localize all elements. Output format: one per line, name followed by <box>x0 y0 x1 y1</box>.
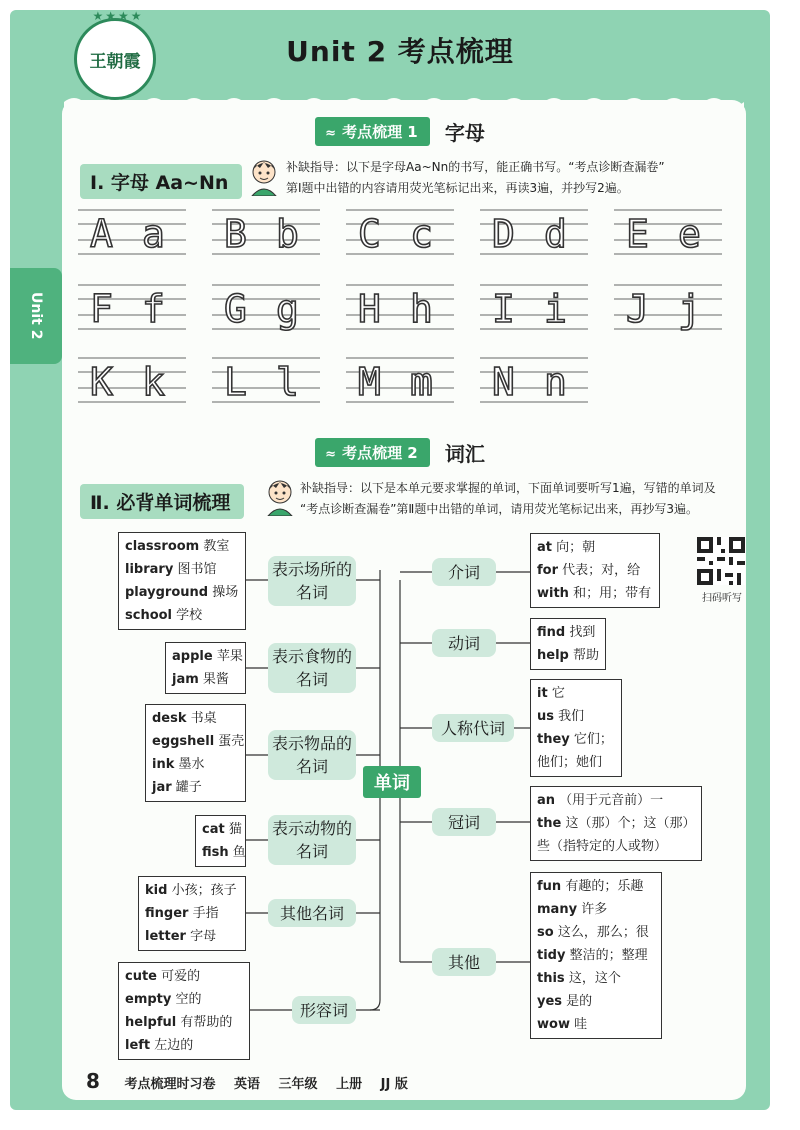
english-word: fish <box>202 845 229 860</box>
uppercase-letter: B <box>224 212 247 256</box>
lowercase-letter: n <box>544 360 567 404</box>
uppercase-letter: I <box>492 287 515 331</box>
right-word-box <box>530 679 622 777</box>
mindmap-center-node: 单词 <box>363 766 421 798</box>
english-word: yes <box>537 994 563 1009</box>
lowercase-letter: g <box>276 287 299 331</box>
chinese-meaning: 空的 <box>175 992 202 1007</box>
book-name: 考点梳理时习卷 <box>124 1077 216 1092</box>
chinese-meaning: 墨水 <box>178 757 205 772</box>
uppercase-letter: E <box>626 212 649 256</box>
chinese-meaning: 教室 <box>203 539 230 554</box>
uppercase-letter: A <box>90 212 113 256</box>
vocab-entry <box>537 644 599 667</box>
part-2-label: Ⅱ. 必背单词梳理 <box>80 484 244 519</box>
english-word: they <box>537 732 570 747</box>
right-word-box <box>530 872 662 1039</box>
english-word: finger <box>145 906 189 921</box>
left-word-box <box>118 962 250 1060</box>
left-category-node: 表示物品的名词 <box>268 730 356 780</box>
english-word: jar <box>152 780 172 795</box>
guide-line: “考点诊断查漏卷”第Ⅱ题中出错的单词，请用荧光笔标记出来，再抄写3遍。 <box>300 502 698 516</box>
chinese-meaning: 向；朝 <box>556 540 596 555</box>
english-word: playground <box>125 585 209 600</box>
english-word: the <box>537 816 562 831</box>
chinese-meaning: 小孩；孩子 <box>171 883 237 898</box>
left-category-node: 其他名词 <box>268 899 356 927</box>
english-word: letter <box>145 929 186 944</box>
left-word-box <box>195 815 246 867</box>
english-word: eggshell <box>152 734 215 749</box>
chinese-meaning: 代表；对，给 <box>562 563 641 578</box>
chinese-meaning: 图书馆 <box>177 562 217 577</box>
english-word: wow <box>537 1017 570 1032</box>
english-word: so <box>537 925 554 940</box>
vocab-entry <box>125 581 239 604</box>
vocab-entry <box>172 645 243 668</box>
right-category-node: 其他 <box>432 948 496 976</box>
english-word: it <box>537 686 548 701</box>
left-category-node: 表示动物的名词 <box>268 815 356 865</box>
vocab-entry <box>152 776 239 799</box>
left-category-node: 表示食物的名词 <box>268 643 356 693</box>
qr-code-icon[interactable] <box>697 537 745 585</box>
english-word: left <box>125 1038 151 1053</box>
vocab-entry <box>537 682 615 705</box>
right-word-box <box>530 786 702 861</box>
left-category-node: 形容词 <box>292 996 356 1024</box>
star-icon: ★★★★ <box>92 9 144 23</box>
vocab-entry <box>537 990 655 1013</box>
left-category-node: 表示场所的名词 <box>268 556 356 606</box>
vocab-entry <box>172 668 239 691</box>
part-1-label: Ⅰ. 字母 Aa~Nn <box>80 164 242 199</box>
edition: JJ 版 <box>380 1077 408 1092</box>
english-word: help <box>537 648 569 663</box>
chinese-meaning: 哇 <box>574 1017 588 1032</box>
vocab-entry <box>537 1013 655 1036</box>
english-word: cat <box>202 822 225 837</box>
term: 上册 <box>336 1077 363 1092</box>
vocab-entry <box>537 705 615 728</box>
chinese-meaning: 猫 <box>228 822 242 837</box>
page-title: Unit 2 考点梳理 <box>286 35 514 68</box>
english-word: with <box>537 586 569 601</box>
english-word: helpful <box>125 1015 177 1030</box>
vocab-entry <box>152 753 239 776</box>
chinese-meaning: 这么，那么；很 <box>557 925 649 940</box>
vocab-entry <box>537 944 655 967</box>
english-word: fun <box>537 879 562 894</box>
wave-icon: ≈ <box>325 447 337 462</box>
right-category-node: 冠词 <box>432 808 496 836</box>
english-word: tidy <box>537 948 566 963</box>
left-word-box <box>145 704 246 802</box>
chinese-meaning: 可爱的 <box>161 969 201 984</box>
uppercase-letter: M <box>358 360 381 404</box>
vocab-entry <box>145 925 239 948</box>
vocab-entry <box>537 559 653 582</box>
right-category-node: 人称代词 <box>432 714 514 742</box>
vocab-entry <box>202 818 242 841</box>
lowercase-letter: a <box>142 212 165 256</box>
vocab-entry <box>537 582 653 605</box>
english-word: kid <box>145 883 168 898</box>
logo-text: 王朝霞 <box>89 51 141 72</box>
vocab-entry <box>125 535 239 558</box>
vocab-entry <box>125 1011 243 1034</box>
english-word: an <box>537 793 556 808</box>
vocab-entry <box>537 789 695 812</box>
lowercase-letter: j <box>678 287 701 331</box>
english-word: many <box>537 902 578 917</box>
lowercase-letter: l <box>276 360 299 404</box>
chinese-meaning: 蛋壳 <box>218 734 245 749</box>
chinese-meaning: 我们 <box>558 709 585 724</box>
chinese-meaning: 鱼 <box>232 845 246 860</box>
wave-icon: ≈ <box>325 126 337 141</box>
chinese-meaning: 这（那）个；这（那） <box>565 816 696 831</box>
right-category-node: 动词 <box>432 629 496 657</box>
english-word: this <box>537 971 565 986</box>
uppercase-letter: K <box>90 360 113 404</box>
right-word-box <box>530 533 660 608</box>
vocab-entry <box>145 902 239 925</box>
english-word: classroom <box>125 539 200 554</box>
page-number: 8 <box>86 1069 100 1093</box>
lowercase-letter: k <box>142 360 165 404</box>
guide-line: 补缺指导：以下是本单元要求掌握的单词，下面单词要听写1遍，写错的单词及 <box>300 481 716 495</box>
chinese-meaning: 有帮助的 <box>180 1015 233 1030</box>
uppercase-letter: H <box>358 287 381 331</box>
chinese-meaning: 手指 <box>192 906 219 921</box>
english-word: jam <box>172 672 199 687</box>
english-word: empty <box>125 992 172 1007</box>
vocab-entry <box>145 879 239 902</box>
vocab-entry <box>537 621 599 644</box>
section-2-title: 词汇 <box>444 442 485 466</box>
chinese-meaning: 果酱 <box>202 672 229 687</box>
chinese-meaning: 是的 <box>566 994 593 1009</box>
chinese-meaning: 许多 <box>581 902 608 917</box>
lowercase-letter: b <box>276 212 299 256</box>
uppercase-letter: L <box>224 360 247 404</box>
vocab-entry <box>537 835 695 858</box>
vocab-entry <box>537 536 653 559</box>
subject: 英语 <box>234 1077 261 1092</box>
english-word: apple <box>172 649 213 664</box>
english-word: at <box>537 540 552 555</box>
vocab-entry <box>125 558 239 581</box>
english-word: for <box>537 563 558 578</box>
right-word-box <box>530 618 606 670</box>
chinese-meaning: 书桌 <box>190 711 217 726</box>
lowercase-letter: i <box>544 287 567 331</box>
chinese-meaning: 有趣的；乐趣 <box>565 879 644 894</box>
vocab-entry <box>537 751 615 774</box>
vocab-entry <box>537 728 615 751</box>
chinese-meaning: 些（指特定的人或物） <box>537 839 668 854</box>
vocab-entry <box>152 730 245 753</box>
chinese-meaning: 它们； <box>573 732 613 747</box>
chinese-meaning: 罐子 <box>175 780 202 795</box>
vocab-entry <box>125 1034 243 1057</box>
lowercase-letter: e <box>678 212 701 256</box>
guide-line: 第Ⅰ题中出错的内容请用荧光笔标记出来，再读3遍，并抄写2遍。 <box>286 181 629 195</box>
english-word: us <box>537 709 554 724</box>
english-word: cute <box>125 969 157 984</box>
guide-line: 补缺指导：以下是字母Aa~Nn的书写，能正确书写。“考点诊断查漏卷” <box>286 160 665 174</box>
vocab-entry <box>537 921 655 944</box>
chinese-meaning: 找到 <box>569 625 596 640</box>
chinese-meaning: 学校 <box>176 608 203 623</box>
left-word-box <box>118 532 246 630</box>
english-word: ink <box>152 757 175 772</box>
chinese-meaning: 苹果 <box>216 649 243 664</box>
vocab-entry <box>125 965 243 988</box>
lowercase-letter: c <box>410 212 433 256</box>
vocab-entry <box>537 812 695 835</box>
english-word: library <box>125 562 174 577</box>
lowercase-letter: h <box>410 287 433 331</box>
left-word-box <box>138 876 246 951</box>
lowercase-letter: d <box>544 212 567 256</box>
left-word-box <box>165 642 246 694</box>
uppercase-letter: J <box>626 287 649 331</box>
vocab-entry <box>125 988 243 1011</box>
vocab-entry <box>537 875 655 898</box>
section-2-badge: ≈ 考点梳理 2 <box>315 438 430 467</box>
uppercase-letter: D <box>492 212 515 256</box>
english-word: find <box>537 625 566 640</box>
vocab-entry <box>537 898 655 921</box>
right-category-node: 介词 <box>432 558 496 586</box>
vocab-entry <box>537 967 655 990</box>
english-word: desk <box>152 711 187 726</box>
chinese-meaning: 他们；她们 <box>537 755 603 770</box>
chinese-meaning: 它 <box>551 686 565 701</box>
chinese-meaning: 这，这个 <box>568 971 621 986</box>
uppercase-letter: F <box>90 287 113 331</box>
chinese-meaning: 左边的 <box>154 1038 194 1053</box>
vocab-entry <box>152 707 239 730</box>
uppercase-letter: G <box>224 287 247 331</box>
lowercase-letter: f <box>142 287 165 331</box>
vocab-entry <box>125 604 239 627</box>
vocab-entry <box>202 841 246 864</box>
side-tab-label: Unit 2 <box>28 292 44 340</box>
section-1-title: 字母 <box>444 121 485 145</box>
chinese-meaning: 帮助 <box>572 648 599 663</box>
page-footer <box>86 1069 422 1093</box>
lowercase-letter: m <box>410 360 433 404</box>
chinese-meaning: 字母 <box>190 929 217 944</box>
uppercase-letter: C <box>358 212 381 256</box>
grade: 三年级 <box>278 1077 318 1092</box>
english-word: school <box>125 608 173 623</box>
chinese-meaning: 和；用；带有 <box>573 586 652 601</box>
uppercase-letter: N <box>492 360 515 404</box>
chinese-meaning: 整洁的；整理 <box>569 948 648 963</box>
chinese-meaning: 操场 <box>212 585 239 600</box>
chinese-meaning: （用于元音前）一 <box>559 793 664 808</box>
section-1-badge: ≈ 考点梳理 1 <box>315 117 430 146</box>
qr-caption: 扫码听写 <box>702 593 742 604</box>
